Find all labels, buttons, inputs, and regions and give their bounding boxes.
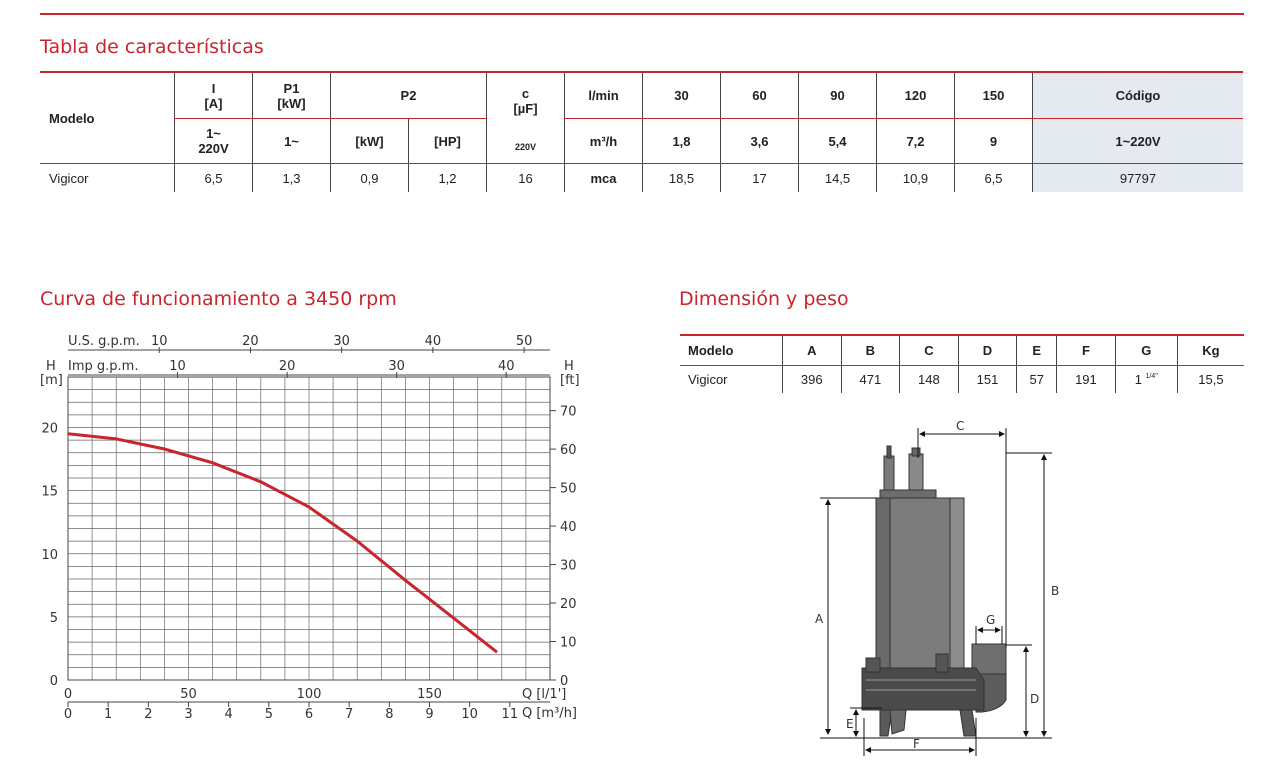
dim-label-b: B: [1051, 584, 1060, 598]
dim-header-a: A: [783, 335, 842, 366]
ft-tick-label: 60: [560, 443, 577, 459]
ft-tick-label: 20: [560, 597, 577, 613]
code-header: Código: [1033, 72, 1244, 119]
p2-kw-header: [kW]: [331, 119, 409, 164]
dim-header-f: F: [1057, 335, 1116, 366]
row-model: Vigicor: [49, 170, 89, 186]
dim-b: 471: [841, 366, 900, 394]
x-tick-label-ls: 150: [417, 687, 442, 702]
impgpm-tick-label: 30: [388, 359, 405, 374]
y-tick-label-m: 10: [41, 547, 58, 563]
row-head-1: 18,5: [643, 164, 721, 193]
characteristics-title: Tabla de características: [40, 36, 264, 58]
impgpm-tick-label: 20: [278, 359, 296, 374]
flow-m3h-label: m³/h: [565, 119, 643, 164]
ft-tick-label: 0: [560, 674, 569, 689]
usgpm-tick-label: 40: [424, 334, 442, 349]
pump-silhouette: [862, 446, 1006, 736]
dim-header-e: E: [1017, 335, 1057, 366]
row-head-4: 10,9: [877, 164, 955, 193]
usgpm-tick-label: 10: [150, 334, 168, 349]
q-ls-label: Q [l/1']: [522, 687, 567, 702]
ft-tick-label: 40: [560, 520, 577, 536]
dim-c: 148: [900, 366, 959, 394]
x-tick-label-ls: 50: [180, 687, 197, 702]
p1-phase: 1~: [253, 119, 331, 164]
c-voltage: 220V: [514, 142, 537, 152]
row-c: 16: [487, 164, 565, 193]
y-tick-label-m: 0: [49, 674, 58, 689]
flow-lmin-150: 150: [955, 72, 1033, 119]
m3h-tick-label: 10: [461, 707, 478, 722]
dim-d: 151: [958, 366, 1017, 394]
row-head-5: 6,5: [955, 164, 1033, 193]
dim-label-f: F: [913, 737, 920, 751]
m3h-tick-label: 8: [385, 707, 394, 722]
q-m3h-label: Q [m³/h]: [522, 706, 578, 721]
dim-f: 191: [1057, 366, 1116, 394]
m3h-tick-label: 7: [345, 707, 354, 722]
c-header: c [µF] 220V: [487, 72, 565, 164]
row-i: 6,5: [175, 164, 253, 193]
usgpm-tick-label: 30: [333, 334, 350, 349]
dim-header-kg: Kg: [1177, 335, 1244, 366]
y-tick-label-m: 15: [41, 484, 58, 500]
row-p2-kw: 0,9: [331, 164, 409, 193]
ft-tick-label: 30: [560, 558, 577, 574]
dim-header-c: C: [900, 335, 959, 366]
dim-header-g: G: [1115, 335, 1177, 366]
flow-m3h-2: 3,6: [721, 119, 799, 164]
i-phase: 1~ 220V: [175, 119, 253, 164]
ft-tick-label: 50: [560, 481, 577, 497]
impgpm-tick-label: 40: [497, 359, 515, 374]
flow-lmin-120: 120: [877, 72, 955, 119]
x-tick-label-ls: 100: [296, 687, 322, 702]
dim-label-a: A: [815, 612, 824, 626]
p1-header: P1 [kW]: [253, 72, 331, 119]
dim-kg: 15,5: [1177, 366, 1244, 394]
dimensions-title: Dimensión y peso: [679, 288, 849, 310]
performance-chart: [30, 325, 600, 725]
h-left-label: H: [46, 359, 56, 374]
dim-label-d: D: [1030, 692, 1040, 706]
chart-grid: [68, 377, 550, 680]
x-tick-label-ls: 0: [63, 687, 73, 702]
m3h-tick-label: 11: [501, 707, 519, 722]
impgpm-label: Imp g.p.m.: [68, 359, 139, 374]
dim-header-b: B: [841, 335, 900, 366]
usgpm-tick-label: 20: [242, 334, 259, 349]
flow-lmin-90: 90: [799, 72, 877, 119]
impgpm-tick-label: 10: [169, 359, 186, 374]
m3h-tick-label: 1: [104, 707, 113, 722]
characteristics-table: [40, 71, 1243, 192]
row-head-3: 14,5: [799, 164, 877, 193]
flow-m3h-1: 1,8: [643, 119, 721, 164]
dim-header-model: Modelo: [680, 335, 783, 366]
m3h-tick-label: 9: [425, 707, 434, 722]
flow-lmin-60: 60: [721, 72, 799, 119]
row-head-2: 17: [721, 164, 799, 193]
row-code: 97797: [1033, 164, 1244, 193]
m3h-tick-label: 5: [264, 707, 273, 722]
m3h-tick-label: 2: [144, 707, 153, 722]
dim-g: 1 $^{1/4"}$: [1115, 366, 1177, 394]
top-rule: [40, 13, 1244, 15]
code-voltage: 1~220V: [1033, 119, 1244, 164]
h-left-unit: [m]: [40, 373, 63, 388]
dim-model: Vigicor: [688, 372, 728, 387]
dim-a: 396: [783, 366, 842, 394]
dim-label-e: E: [846, 717, 854, 731]
ft-tick-label: 10: [560, 635, 577, 651]
dimensions-table: [680, 334, 1244, 393]
y-tick-label-m: 20: [41, 421, 58, 437]
pump-dimension-drawing: [800, 418, 1080, 760]
m3h-tick-label: 4: [224, 707, 233, 722]
h-right-unit: [ft]: [560, 373, 580, 388]
row-p2-hp: 1,2: [409, 164, 487, 193]
i-header: I [A]: [175, 72, 253, 119]
ft-tick-label: 70: [560, 404, 577, 420]
usgpm-label: U.S. g.p.m.: [68, 334, 140, 349]
m3h-tick-label: 3: [184, 707, 193, 722]
p2-hp-header: [HP]: [409, 119, 487, 164]
usgpm-tick-label: 50: [515, 334, 533, 349]
flow-m3h-4: 7,2: [877, 119, 955, 164]
y-tick-label-m: 5: [49, 610, 58, 626]
model-header: Modelo: [40, 72, 175, 164]
row-mca-label: mca: [565, 164, 643, 193]
curve-title: Curva de funcionamiento a 3450 rpm: [40, 288, 397, 310]
dim-label-g: G: [986, 613, 996, 627]
flow-lmin-30: 30: [643, 72, 721, 119]
h-right-label: H: [564, 359, 574, 374]
dim-label-c: C: [956, 419, 965, 433]
flow-m3h-3: 5,4: [799, 119, 877, 164]
dim-e: 57: [1017, 366, 1057, 394]
flow-m3h-5: 9: [955, 119, 1033, 164]
m3h-tick-label: 6: [304, 707, 314, 722]
row-p1: 1,3: [253, 164, 331, 193]
flow-lmin-label: l/min: [565, 72, 643, 119]
dim-header-d: D: [958, 335, 1017, 366]
p2-header: P2: [331, 72, 487, 119]
m3h-tick-label: 0: [63, 707, 73, 722]
